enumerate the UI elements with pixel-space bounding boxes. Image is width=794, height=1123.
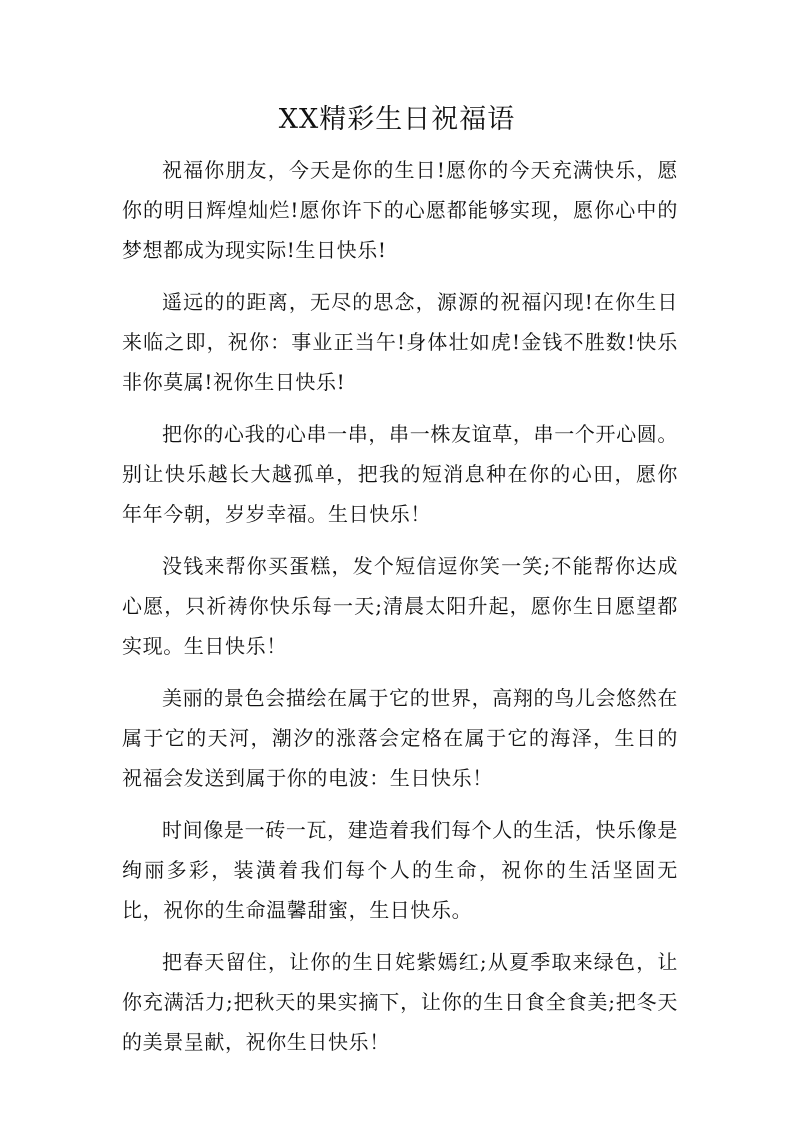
paragraph-7: 把春天留住，让你的生日姹紫嫣红;从夏季取来绿色，让你充满活力;把秋天的果实摘下，让你的生日食全食美;把冬天的美景呈献，祝你生日快乐！ — [122, 950, 678, 1054]
document-title: XX精彩生日祝福语 — [278, 104, 516, 135]
paragraph-2: 遥远的的距离，无尽的思念，源源的祝福闪现!在你生日来临之即，祝你：事业正当午!身体壮如虎!金钱不胜数!快乐非你莫属!祝你生日快乐! — [122, 290, 678, 394]
paragraph-4: 没钱来帮你买蛋糕，发个短信逗你笑一笑;不能帮你达成心愿，只祈祷你快乐每一天;清晨太阳升起，愿你生日愿望都实现。生日快乐！ — [122, 554, 678, 658]
paragraph-3: 把你的心我的心串一串，串一株友谊草，串一个开心圆。别让快乐越长大越孤单，把我的短消息种在你的心田，愿你年年今朝，岁岁幸福。生日快乐！ — [122, 422, 678, 526]
document-body — [122, 150, 678, 1074]
paragraph-1: 祝福你朋友，今天是你的生日!愿你的今天充满快乐，愿你的明日辉煌灿烂!愿你许下的心愿都能够实现，愿你心中的梦想都成为现实际!生日快乐! — [122, 158, 678, 262]
paragraph-6: 时间像是一砖一瓦，建造着我们每个人的生活，快乐像是绚丽多彩，装潢着我们每个人的生命，祝你的生活坚固无比，祝你的生命温馨甜蜜，生日快乐。 — [122, 818, 678, 922]
paragraph-5: 美丽的景色会描绘在属于它的世界，高翔的鸟儿会悠然在属于它的天河，潮汐的涨落会定格在属于它的海泽，生日的祝福会发送到属于你的电波：生日快乐！ — [122, 686, 678, 790]
